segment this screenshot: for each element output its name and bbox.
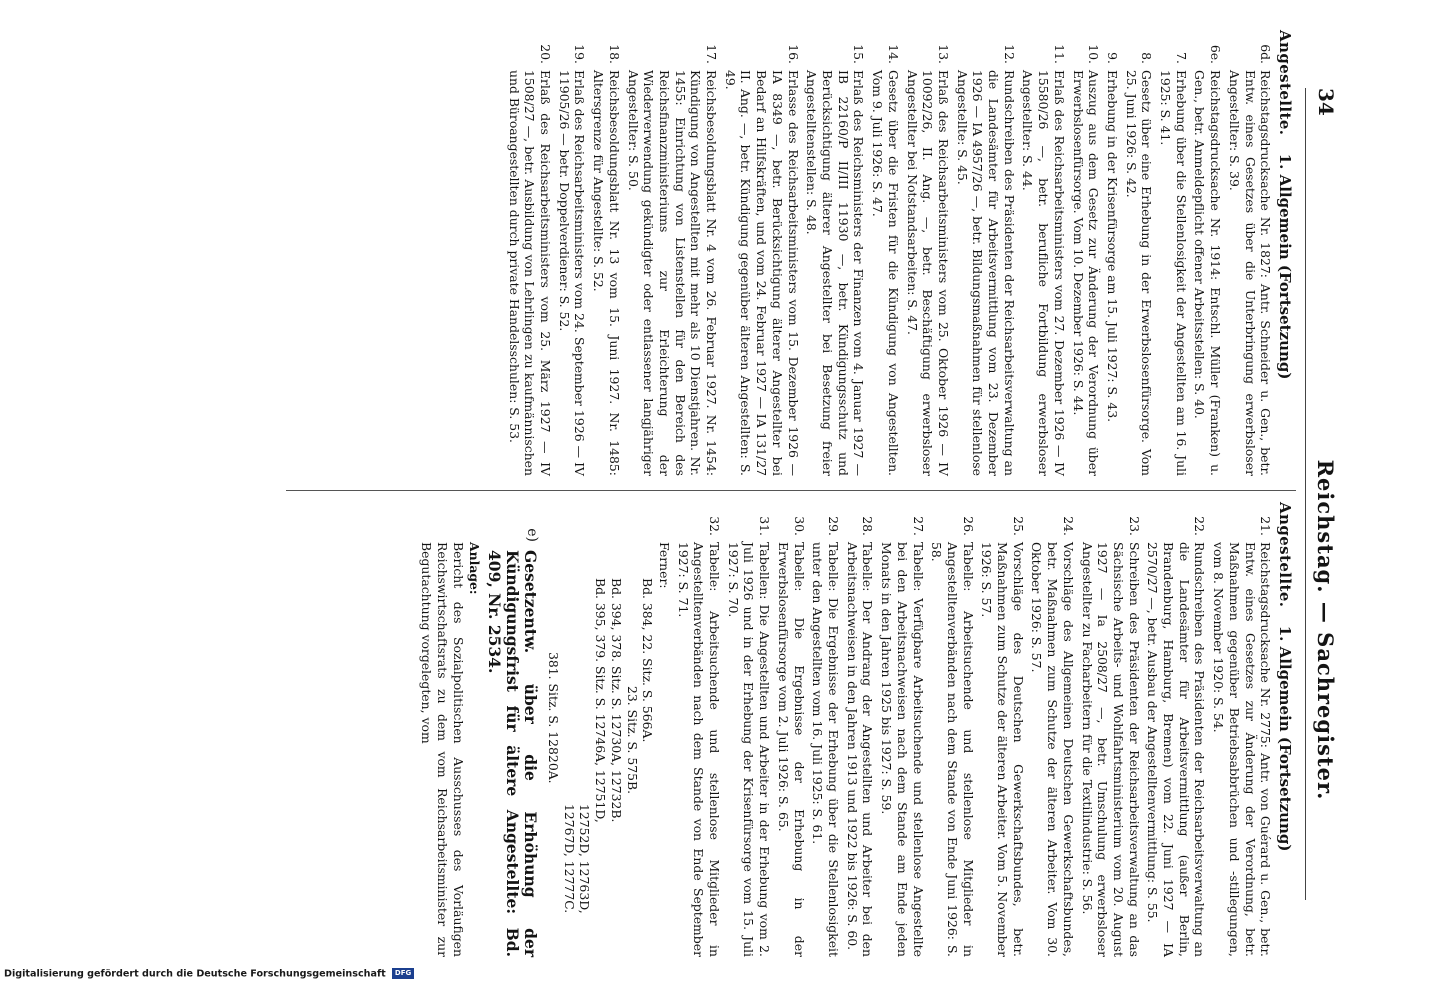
right-column-heading — [1276, 502, 1292, 957]
index-entry — [878, 502, 925, 957]
entry-text: Tabelle: Verfügbare Arbeitsuchende und stellenlose Angestellte bei den Arbeitsnachweisen nach dem Stande am Ende jeden Monats in den Jahren 1925 bis 1927: S. 59. — [879, 542, 926, 957]
reference-line: 12767D, 12777C. — [561, 804, 577, 914]
index-entry — [954, 30, 1017, 476]
index-entry — [506, 30, 553, 476]
entry-number: 26. — [960, 516, 976, 536]
entry-text: Erlaß des Reichsarbeitsministers vom 27. Dezember 1926 — IV 15580/26 —, betr. berufliche Fortbildung erwerbsloser Angestellter: S. 44. — [1020, 70, 1067, 476]
entry-number: 20. — [538, 44, 554, 64]
entry-number: 19. — [572, 44, 588, 64]
index-entry — [1123, 30, 1154, 476]
index-entry — [590, 30, 621, 476]
digitization-credit — [4, 968, 414, 980]
entry-text: Reichstagsdrucksache Nr. 2775: Antr. von Guérard u. Gen., betr. Entw. eines Gesetzes zur Änderung der Verordnung, betr. Maßnahmen gegenüber Betriebsabbrüchen und -stillegungen, vom 8. November 1920: S. 54. — [1211, 542, 1274, 957]
right-column — [418, 502, 1292, 957]
dfg-logo: DFG — [392, 968, 414, 979]
index-entry — [556, 30, 587, 476]
entry-number: 8. — [1139, 52, 1155, 64]
entry-text: Reichsbesoldungsblatt Nr. 13 vom 15. Juni 1927. Nr. 1485: Altersgrenze für Angestellte: S. 52. — [591, 70, 622, 476]
reference-line: 12752D, 12763D, — [577, 804, 593, 914]
index-entry — [675, 502, 722, 957]
entry-text: Erlaß des Reichsarbeitsministers vom 24. September 1926 — IV 11905/26 — betr. Doppelverdiener: S. 52. — [556, 70, 588, 476]
index-entry — [1029, 502, 1076, 957]
entry-text: Vorschläge des Deutschen Gewerkschaftsbundes, betr. Maßnahmen zum Schutze der älteren Arbeiter. Vom 5. November 1926: S. 57. — [979, 542, 1026, 957]
entry-number: 24. — [1060, 516, 1076, 536]
reference-line: 381. Sitz. S. 12820A. — [546, 652, 562, 784]
index-entry — [869, 30, 900, 476]
entry-number: 11. — [1051, 44, 1067, 64]
entry-number: 31. — [757, 516, 773, 536]
entry-number: 23. — [1126, 516, 1142, 536]
index-entry — [1079, 502, 1142, 957]
entry-number: 32. — [707, 516, 723, 536]
entry-text: Tabelle: Die Ergebnisse der Erhebung über die Stellenlosigkeit unter den Angestellten vom 16. Juli 1925: S. 61. — [810, 542, 842, 957]
index-entry — [1226, 30, 1273, 476]
index-entry — [1070, 30, 1101, 476]
entry-text: Rundschreiben des Präsidenten der Reichsarbeitsverwaltung an die Landesämter für Arbeitsvermittlung (außer Berlin, Brandenburg, Hamburg, Bremen) vom 22. Juni 1927 — IA 2570/27 —, betr. Ausbau der Angestelltenvermittlung: S. 55. — [1145, 542, 1208, 957]
left-entry-list — [506, 30, 1273, 476]
entry-number: 16. — [785, 44, 801, 64]
index-entry — [810, 502, 841, 957]
entry-text: Rundschreiben des Präsidenten der Reichsarbeitsverwaltung an die Landesämter für Arbeitsvermittlung vom 23. Dezember 1926 — IA 4957/26 —, betr. Bildungsmaßnahmen für stellenlose Angestellte: S. 45. — [954, 70, 1017, 476]
entry-text: Erlaß des Reichsarbeitsministers vom 25. Oktober 1926 — IV 10092/26, II. Ang. —, betr. Beschäftigung erwerbsloser Angestellter bei Notstandsarbeiten: S. 47. — [904, 70, 951, 476]
page-number: 34 — [1314, 88, 1338, 116]
entry-text: Auszug aus dem Gesetz zur Änderung der Verordnung über Erwerbslosenfürsorge. Vom 10. Dezember 1926: S. 44. — [1070, 70, 1102, 476]
index-entry — [725, 502, 772, 957]
entry-number: 9. — [1104, 52, 1120, 64]
entry-number: 7. — [1173, 52, 1189, 64]
entry-text: Erhebung in der Krisenfürsorge am 15. Juli 1927: S. 43. — [1104, 70, 1120, 423]
left-column-keyword: Angestellte. — [1276, 30, 1294, 136]
entry-number: 18. — [606, 44, 622, 64]
entry-text: Tabelle: Die Ergebnisse der Erhebung in der Erwerbslosenfürsorge vom 2. Juli 1926: S. 65. — [775, 542, 807, 957]
entry-number: 21. — [1258, 516, 1274, 536]
index-entry — [844, 502, 875, 957]
entry-text: Reichsbesoldungsblatt Nr. 4 vom 26. Februar 1927. Nr. 1454: Kündigung von Angestellten mit mehr als 10 Dienstjahren. Nr. 1455: Einrichtung von Listenstellen für den Bereich des Reichsfinanzministeriums zur Erleichterung der Wiederverwendung gekündigter oder entlassener langjähriger Angestellter: S. 50. — [625, 70, 720, 476]
anlage-label: Anlage: — [467, 542, 483, 595]
entry-text: Reichstagsdrucksache Nr. 1914: Entschl. Müller (Franken) u. Gen., betr. Anmeldepflicht offener Arbeitsstellen: S. 40. — [1192, 70, 1224, 476]
ferner-label: Ferner: — [656, 542, 672, 589]
reference-line: 23. Sitz. S. 575B. — [624, 686, 640, 795]
entry-text: Tabellen: Die Angestellten und Arbeiter in der Erhebung vom 2. Juli 1926 und in der Erhebung der Krisenfürsorge vom 15. Juli 1927: S. 70. — [725, 542, 773, 957]
entry-text: Erlaß des Reichsarbeitsministers vom 25. März 1927 — IV 1508/27 —, betr. Ausbildung von Lehrlingen zu kaufmännischen und Büroangestellten durch private Handelsschulen: S. 53. — [506, 70, 554, 476]
right-column-section-title: 1. Allgemein (Fortsetzung) — [1276, 625, 1294, 852]
entry-number: 27. — [910, 516, 926, 536]
entry-number: 25. — [1010, 516, 1026, 536]
reference-line: Bd. 384, 22. Sitz. S. 566A. — [640, 578, 656, 743]
index-entry — [1020, 30, 1067, 476]
entry-text: Tabelle: Arbeitsuchende und stellenlose Mitglieder in Angestelltenverbänden nach dem Stande von Ende September 1927: S. 71. — [675, 542, 723, 957]
entry-number: 22. — [1192, 516, 1208, 536]
index-entry — [722, 30, 801, 476]
index-entry — [929, 502, 976, 957]
entry-number: 30. — [791, 516, 807, 536]
entry-text: Gesetz über die Fristen für die Kündigung von Angestellten. Vom 9. Juli 1926: S. 47. — [870, 70, 901, 476]
entry-number: 28. — [860, 516, 876, 536]
index-entry — [804, 30, 867, 476]
subsection-marker: e) — [524, 528, 541, 542]
right-entry-list — [675, 502, 1273, 957]
right-column-keyword: Angestellte. — [1276, 502, 1294, 608]
index-entry — [1157, 30, 1188, 476]
index-entry — [625, 30, 719, 476]
reference-line: Bd. 394, 378. Sitz. S. 12730A, 12732B. — [608, 578, 624, 823]
entry-text: Reichstagsdrucksache Nr. 1827: Antr. Schneider u. Gen., betr. Entw. eines Gesetzes über die Unterbringung erwerbsloser Angestellter: S. 39. — [1226, 70, 1274, 476]
entry-text: Gesetz über eine Erhebung in der Erwerbslosenfürsorge. Vom 25. Juni 1926: S. 42. — [1123, 70, 1155, 476]
index-entry — [904, 30, 951, 476]
entry-number: 29. — [826, 516, 842, 536]
entry-text: Erlaß des Reichsministers der Finanzen vom 4. Januar 1927 — IB 22160/P II/III 11930 —, betr. Kündigungsschutz und Berücksichtigung älterer Angestellter bei Besetzung freier Angestelltenstellen: S. 48. — [804, 70, 867, 476]
index-entry — [1104, 30, 1120, 476]
index-entry — [1192, 30, 1223, 476]
entry-number: 14. — [885, 44, 901, 64]
entry-number: 6e. — [1208, 44, 1224, 64]
subsection-e — [485, 502, 539, 957]
entry-number: 17. — [704, 44, 720, 64]
left-column — [503, 30, 1292, 476]
entry-text: Schreiben des Präsidenten der Reichsarbeitsverwaltung an das Sächsische Arbeits- und Wohlfahrtsministerium vom 20. August 1927 — Ia 2508/27 —, betr. Umschulung erwerbsloser Angestellter zu Facharbeitern für die Textilindustrie: S. 56. — [1079, 542, 1142, 957]
running-title: Reichstag. — Sachregister. — [1313, 459, 1338, 801]
anlage-text: Bericht des Sozialpolitischen Ausschusses des Vorläufigen Reichswirtschaftsrats zu dem vom Reichsarbeitsminister zur Begutachtung vorgelegten, vom — [419, 542, 466, 957]
credit-text: Digitalisierung gefördert durch die Deutsche Forschungsgemeinschaft — [4, 968, 386, 980]
entry-number: 15. — [851, 44, 867, 64]
subsection-title: Gesetzentw. über die Erhöhung der Kündigungsfrist für ältere Angestellte: Bd. 409, Nr. 2534. — [485, 550, 541, 957]
index-entry — [1145, 502, 1208, 957]
entry-text: Tabelle: Der Andrang der Angestellten und Arbeiter bei den Arbeitsnachweisen in den Jahren 1913 und 1922 bis 1926: S. 60. — [844, 542, 876, 957]
header-rule — [1305, 88, 1306, 900]
entry-number: 13. — [935, 44, 951, 64]
entry-text: Vorschläge des Allgemeinen Deutschen Gewerkschaftsbundes, betr. Maßnahmen zum Schutze der älteren Arbeiter. Vom 30. Oktober 1926: S. 57. — [1029, 542, 1076, 957]
index-entry — [775, 502, 806, 957]
left-column-section-title: 1. Allgemein (Fortsetzung) — [1276, 153, 1294, 380]
entry-number: 12. — [1001, 44, 1017, 64]
entry-number: 6d. — [1258, 44, 1274, 64]
left-column-heading — [1276, 30, 1292, 476]
index-entry — [1210, 502, 1273, 957]
entry-text: Tabelle: Arbeitsuchende und stellenlose Mitglieder in Angestelltenverbänden nach dem Stande von Ende Juni 1926: S. 58. — [929, 542, 976, 957]
index-entry — [979, 502, 1026, 957]
reference-line: Bd. 395, 379. Sitz. S. 12746A, 12751D, — [593, 578, 609, 823]
entry-text: Erhebung über die Stellenlosigkeit der Angestellten am 16. Juli 1925: S. 41. — [1158, 70, 1189, 476]
entry-number: 10. — [1086, 44, 1102, 64]
entry-text: Erlasse des Reichsarbeitsministers vom 15. Dezember 1926 — IA 8349 —, betr. Berücksichtigung älterer Angestellter bei Bedarf an Hilfskräften, und vom 24. Februar 1927 — IA 131/27 II. Ang. —, betr. Kündigung gegenüber älteren Angestellten: S. 49. — [722, 70, 801, 476]
column-divider — [286, 490, 1296, 491]
